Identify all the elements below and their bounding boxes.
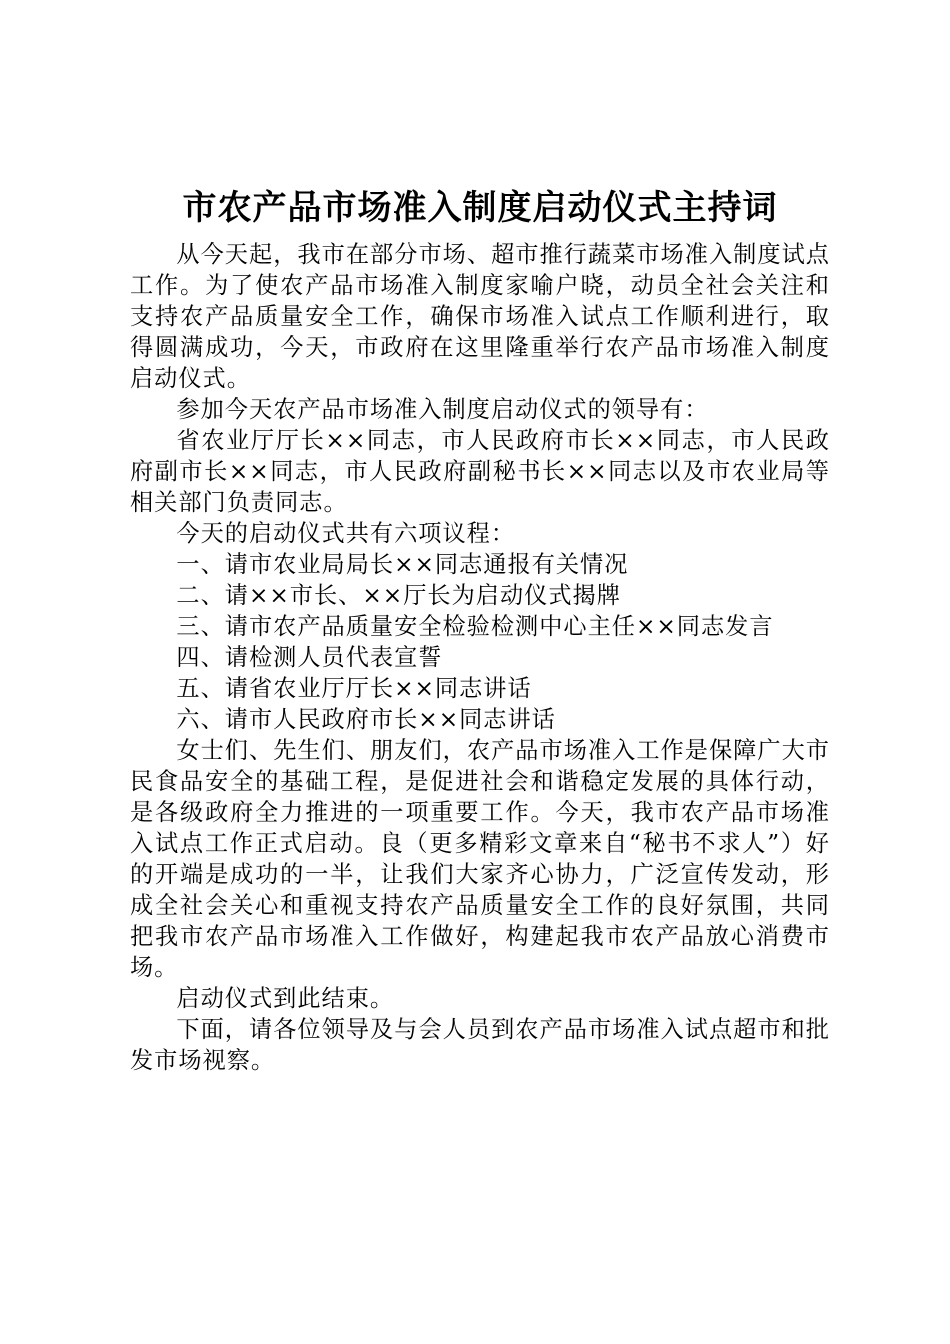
agenda-item-4: 四、请检测人员代表宣誓 — [176, 644, 443, 671]
agenda-item-6: 六、请市人民政府市长××同志讲话 — [176, 706, 556, 733]
agenda-item-5: 五、请省农业厅厅长××同志讲话 — [176, 675, 532, 702]
agenda-item-2: 二、请××市长、××厅长为启动仪式揭牌 — [176, 582, 621, 609]
paragraph-leaders-intro: 参加今天农产品市场准入制度启动仪式的领导有： — [176, 396, 709, 423]
paragraph-opening: 从今天起，我市在部分市场、超市推行蔬菜市场准入制度试点工作。为了使农产品市场准入制度家喻户晓，动员全社会关注和支持农产品质量安全工作，确保市场准入试点工作顺利进行，取得圆满成功，今天，市政府在这里隆重举行农产品市场准入制度启动仪式。 — [130, 241, 830, 392]
paragraph-inspection: 下面，请各位领导及与会人员到农产品市场准入试点超市和批发市场视察。 — [130, 1016, 830, 1074]
document-title: 市农产品市场准入制度启动仪式主持词 — [182, 188, 778, 228]
paragraph-leaders-list: 省农业厅厅长××同志，市人民政府市长××同志，市人民政府副市长××同志，市人民政府副秘书长××同志以及市农业局等相关部门负责同志。 — [130, 427, 830, 516]
paragraph-agenda-intro: 今天的启动仪式共有六项议程： — [176, 520, 516, 547]
paragraph-closing-remarks: 女士们、先生们、朋友们，农产品市场准入工作是保障广大市民食品安全的基础工程，是促进社会和谐稳定发展的具体行动，是各级政府全力推进的一项重要工作。今天，我市农产品市场准入试点工作正式启动。良（更多精彩文章来自“秘书不求人”）好的开端是成功的一半，让我们大家齐心协力，广泛宣传发动，形成全社会关心和重视支持农产品质量安全工作的良好氛围，共同把我市农产品市场准入工作做好，构建起我市农产品放心消费市场。 — [130, 737, 830, 981]
agenda-item-3: 三、请市农产品质量安全检验检测中心主任××同志发言 — [176, 613, 774, 640]
document-page — [130, 183, 830, 1076]
paragraph-ceremony-end: 启动仪式到此结束。 — [176, 985, 395, 1012]
agenda-item-1: 一、请市农业局局长××同志通报有关情况 — [176, 551, 629, 578]
